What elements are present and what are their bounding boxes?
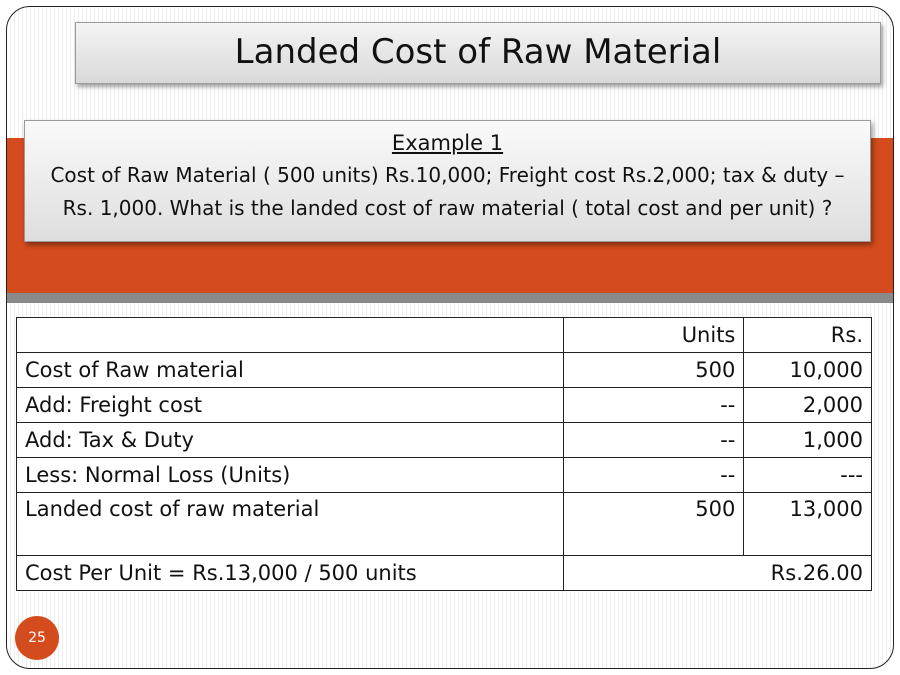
row-rs: 1,000 xyxy=(744,423,872,458)
table-row xyxy=(17,493,872,556)
row-units: -- xyxy=(563,458,744,493)
row-item: Cost of Raw material xyxy=(17,353,564,388)
per-unit-label: Cost Per Unit = Rs.13,000 / 500 units xyxy=(17,556,564,591)
row-rs: --- xyxy=(744,458,872,493)
row-item: Landed cost of raw material xyxy=(17,493,564,556)
example-box xyxy=(24,120,871,242)
example-body: Cost of Raw Material ( 500 units) Rs.10,000; Freight cost Rs.2,000; tax & duty – Rs. 1,000. What is the landed cost of raw material ( total cost and per unit) ? xyxy=(50,163,845,220)
gray-band xyxy=(7,293,893,303)
cost-table xyxy=(16,317,872,591)
table-row xyxy=(17,423,872,458)
row-rs: 10,000 xyxy=(744,353,872,388)
table-row xyxy=(17,388,872,423)
row-units: -- xyxy=(563,388,744,423)
slide-title: Landed Cost of Raw Material xyxy=(75,22,881,84)
row-units: 500 xyxy=(563,353,744,388)
header-rs: Rs. xyxy=(744,318,872,353)
row-rs: 2,000 xyxy=(744,388,872,423)
table-row xyxy=(17,458,872,493)
table-row xyxy=(17,353,872,388)
example-heading: Example 1 xyxy=(391,131,504,155)
table-header-row xyxy=(17,318,872,353)
row-item: Add: Freight cost xyxy=(17,388,564,423)
row-units: 500 xyxy=(563,493,744,556)
row-item: Add: Tax & Duty xyxy=(17,423,564,458)
row-rs: 13,000 xyxy=(744,493,872,556)
page-number-badge: 25 xyxy=(15,616,59,660)
header-units: Units xyxy=(563,318,744,353)
row-units: -- xyxy=(563,423,744,458)
header-item xyxy=(17,318,564,353)
slide xyxy=(6,6,894,669)
per-unit-row xyxy=(17,556,872,591)
row-item: Less: Normal Loss (Units) xyxy=(17,458,564,493)
per-unit-value: Rs.26.00 xyxy=(563,556,871,591)
